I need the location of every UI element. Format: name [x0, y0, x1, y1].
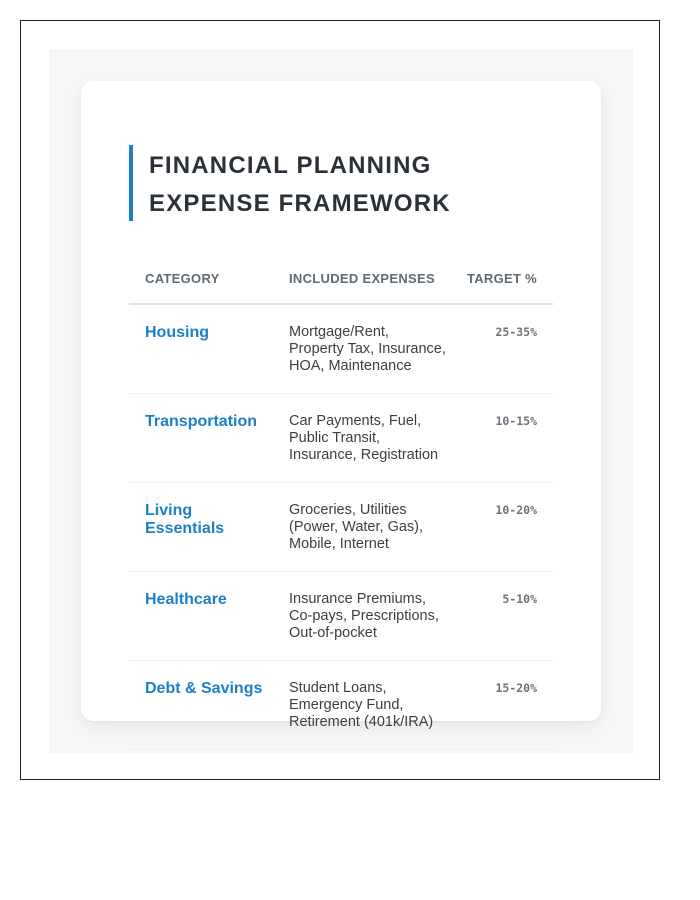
row-target: 15-20% — [447, 661, 553, 750]
table-header-row — [129, 265, 553, 304]
table-row — [129, 304, 553, 394]
expense-table — [129, 265, 553, 750]
row-target: 5-10% — [447, 572, 553, 661]
header-category: CATEGORY — [129, 265, 273, 304]
table-row — [129, 483, 553, 572]
row-category: Healthcare — [129, 572, 273, 661]
row-expenses: Car Payments, Fuel, Public Transit, Insurance, Registration — [273, 394, 447, 483]
document-title — [129, 145, 553, 221]
header-target-percent: TARGET % — [447, 265, 553, 304]
table-row — [129, 394, 553, 483]
table-row — [129, 661, 553, 750]
row-target: 10-15% — [447, 394, 553, 483]
row-category: Transportation — [129, 394, 273, 483]
row-expenses: Groceries, Utilities (Power, Water, Gas), Mobile, Internet — [273, 483, 447, 572]
table-row — [129, 572, 553, 661]
row-target: 25-35% — [447, 304, 553, 394]
title-line-2: EXPENSE FRAMEWORK — [149, 190, 451, 217]
row-target: 10-20% — [447, 483, 553, 572]
header-included-expenses: INCLUDED EXPENSES — [273, 265, 447, 304]
row-category: Debt & Savings — [129, 661, 273, 750]
row-category: Living Essentials — [129, 483, 273, 572]
row-category: Housing — [129, 304, 273, 394]
row-expenses: Insurance Premiums, Co-pays, Prescriptions, Out-of-pocket — [273, 572, 447, 661]
document-content — [129, 145, 553, 750]
row-expenses: Mortgage/Rent, Property Tax, Insurance, HOA, Maintenance — [273, 304, 447, 394]
title-line-1: FINANCIAL PLANNING — [149, 152, 432, 179]
row-expenses: Student Loans, Emergency Fund, Retirement (401k/IRA) — [273, 661, 447, 750]
